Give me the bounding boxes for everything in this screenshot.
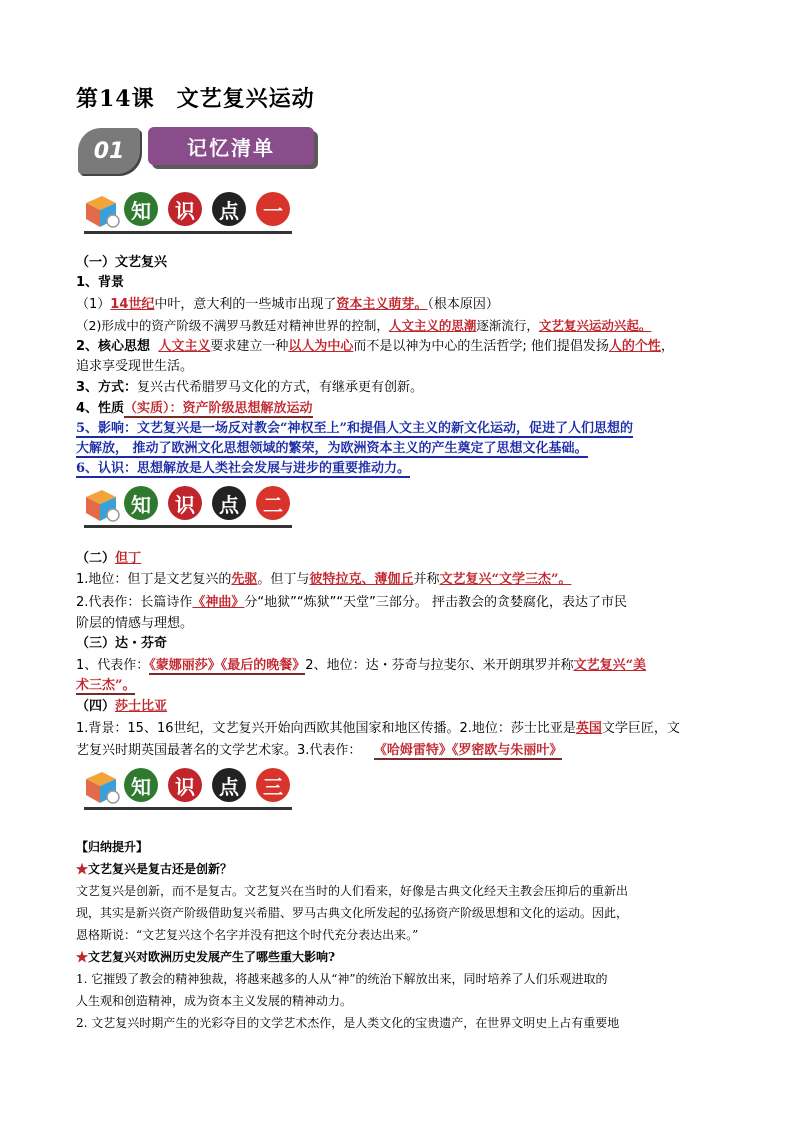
summary-answer-1-line-3: 恩格斯说：“文艺复兴这个名字并没有把这个时代充分表达出来。” [76, 928, 419, 942]
impact-line-1 [76, 419, 633, 439]
text: 中叶，意大利的一些城市出现了 [154, 297, 337, 312]
circle-zhi: 知 [124, 192, 158, 226]
keyword: 但丁 [115, 551, 142, 566]
star-icon: ★ [76, 862, 89, 876]
keyword: 彼特拉克、薄伽丘 [309, 572, 414, 587]
label: （二） [76, 551, 116, 566]
summary-answer-2-line-1: 1. 它摧毁了教会的精神独裁，将越来越多的人从“神”的统治下解放出来，同时培养了人们乐观进取的 [76, 972, 608, 986]
circle-number: 二 [256, 486, 290, 520]
keyword: 莎士比亚 [115, 699, 168, 714]
summary-title: 【归纳提升】 [76, 840, 149, 854]
text: 要求建立一种 [210, 339, 289, 354]
circle-number: 一 [256, 192, 290, 226]
circle-number: 三 [256, 768, 290, 802]
label: （四） [76, 699, 116, 714]
text: 。但丁与 [257, 572, 310, 587]
text: 2、地位：达・芬奇与拉斐尔、米开朗琪罗并称 [305, 658, 574, 673]
banner-label: 记忆清单 [148, 127, 314, 165]
keyword: 资本主义萌芽。 [336, 297, 428, 312]
text: 1.地位：但丁是文艺复兴的 [76, 572, 232, 587]
lesson-number: 第14课 [76, 86, 155, 112]
davinci-line-2 [76, 676, 135, 696]
text: 分“地狱”“炼狱”“天堂”三部分。 抨击教会的贪婪腐化，表达了市民 [244, 595, 627, 610]
impact-text: 大解放， 推动了欧洲文化思想领域的繁荣，为欧洲资本主义的产生奠定了思想文化基础。 [76, 441, 588, 456]
summary-question-1 [76, 858, 722, 880]
cube-icon [82, 193, 122, 229]
keyword: 《蒙娜丽莎》《最后的晚餐》 [149, 658, 306, 673]
text: 2.代表作：长篇诗作 [76, 595, 193, 610]
impact-text: 5、影响：文艺复兴是一场反对教会“神权至上”和提倡人文主义的新文化运动，促进了人们思想的 [76, 421, 634, 436]
shakespeare-line-1 [76, 719, 680, 739]
star-icon: ★ [76, 950, 89, 964]
circle-zhi: 知 [124, 486, 158, 520]
background-line-2 [76, 316, 651, 336]
header-rule [84, 525, 292, 528]
impact-line-2 [76, 439, 588, 459]
dante-works-line-2: 阶层的情感与理想。 [76, 616, 194, 631]
shakespeare-line-2 [76, 741, 562, 761]
label: 2、核心思想 [76, 339, 151, 354]
view-text: 6、认识：思想解放是人类社会发展与进步的重要推动力。 [76, 461, 411, 476]
circle-dian: 点 [212, 192, 246, 226]
core-thought-line [76, 337, 674, 357]
summary-answer-1-line-1: 文艺复兴是创新，而不是复古。文艺复兴在当时的人们看来，好像是古典文化经天主教会压抑后的重新出 [76, 884, 629, 898]
question-text: ★文艺复兴对欧洲历史发展产生了哪些重大影响? [76, 950, 336, 964]
section-heading: （一）文艺复兴 [76, 255, 168, 270]
text: 艺复兴时期英国最著名的文学艺术家。3.代表作： [76, 743, 362, 758]
dante-works-line [76, 593, 627, 613]
summary-answer-2-line-2: 人生观和创造精神，成为资本主义发展的精神动力。 [76, 994, 353, 1008]
lesson-title [76, 82, 315, 113]
keyword: 《哈姆雷特》《罗密欧与朱丽叶》 [373, 743, 563, 758]
keyword: 人文主义 [158, 339, 211, 354]
text: ， [660, 339, 674, 354]
summary-question-2 [76, 946, 722, 968]
knowledge-header-3 [82, 764, 292, 810]
method-line [76, 378, 423, 398]
circle-shi: 识 [168, 768, 202, 802]
keyword: 文艺复兴运动兴起。 [538, 318, 652, 333]
keyword: （实质）：资产阶级思想解放运动 [124, 401, 313, 416]
keyword: 人文主义的思潮 [388, 318, 477, 333]
text: 文学巨匠，文 [601, 721, 680, 736]
keyword: 以人为中心 [288, 339, 354, 354]
knowledge-header-2 [82, 482, 292, 528]
core-thought-line-2: 追求享受现世生活。 [76, 359, 194, 374]
dante-status-line [76, 570, 571, 590]
question-text: ★文艺复兴是复古还是创新？ [76, 862, 233, 876]
keyword: 14世纪 [110, 297, 155, 312]
keyword: 文艺复兴“文学三杰”。 [439, 572, 572, 587]
cube-icon [82, 487, 122, 523]
label: 4、性质 [76, 401, 125, 416]
summary-answer-1-line-2: 现，其实是新兴资产阶级借助复兴希腊、罗马古典文化所发起的弘扬资产阶级思想和文化的运动。因此， [76, 906, 629, 920]
text: （2)形成中的资产阶级不满罗马教廷对精神世界的控制， [76, 318, 389, 333]
circle-zhi: 知 [124, 768, 158, 802]
text: 1、代表作： [76, 658, 150, 673]
view-line [76, 459, 410, 479]
keyword: 《神曲》 [192, 595, 245, 610]
davinci-heading: （三）达・芬奇 [76, 636, 168, 651]
shakespeare-heading [76, 697, 167, 717]
text: 逐渐流行， [476, 318, 539, 333]
label: 3、方式： [76, 380, 138, 395]
circle-dian: 点 [212, 486, 246, 520]
knowledge-header-1 [82, 188, 292, 234]
lesson-name: 文艺复兴运动 [176, 86, 315, 112]
header-rule [84, 231, 292, 234]
keyword: 先驱 [231, 572, 258, 587]
text: 复兴古代希腊罗马文化的方式，有继承更有创新。 [137, 380, 424, 395]
keyword: 文艺复兴“美 [573, 658, 647, 673]
davinci-line-1 [76, 656, 646, 676]
background-line-1 [76, 295, 499, 315]
text: （根本原因） [427, 297, 499, 312]
nature-line [76, 399, 313, 419]
circle-dian: 点 [212, 768, 246, 802]
summary-answer-2-line-3: 2. 文艺复兴时期产生的光彩夺目的文学艺术杰作，是人类文化的宝贵遗产，在世界文明史上占有重要地 [76, 1016, 620, 1030]
keyword: 人的个性 [608, 339, 661, 354]
keyword: 英国 [575, 721, 602, 736]
circle-shi: 识 [168, 486, 202, 520]
text: （1） [76, 297, 111, 312]
cube-icon [82, 769, 122, 805]
header-rule [84, 807, 292, 810]
keyword: 术三杰”。 [76, 678, 136, 693]
dante-heading [76, 549, 141, 569]
text: 而不是以神为中心的生活哲学; 他们提倡发扬 [353, 339, 609, 354]
text: 并称 [413, 572, 440, 587]
banner-number: 01 [78, 128, 140, 174]
text: 1.背景：15、16世纪，文艺复兴开始向西欧其他国家和地区传播。2.地位：莎士比亚是 [76, 721, 576, 736]
background-title: 1、背景 [76, 275, 125, 290]
circle-shi: 识 [168, 192, 202, 226]
